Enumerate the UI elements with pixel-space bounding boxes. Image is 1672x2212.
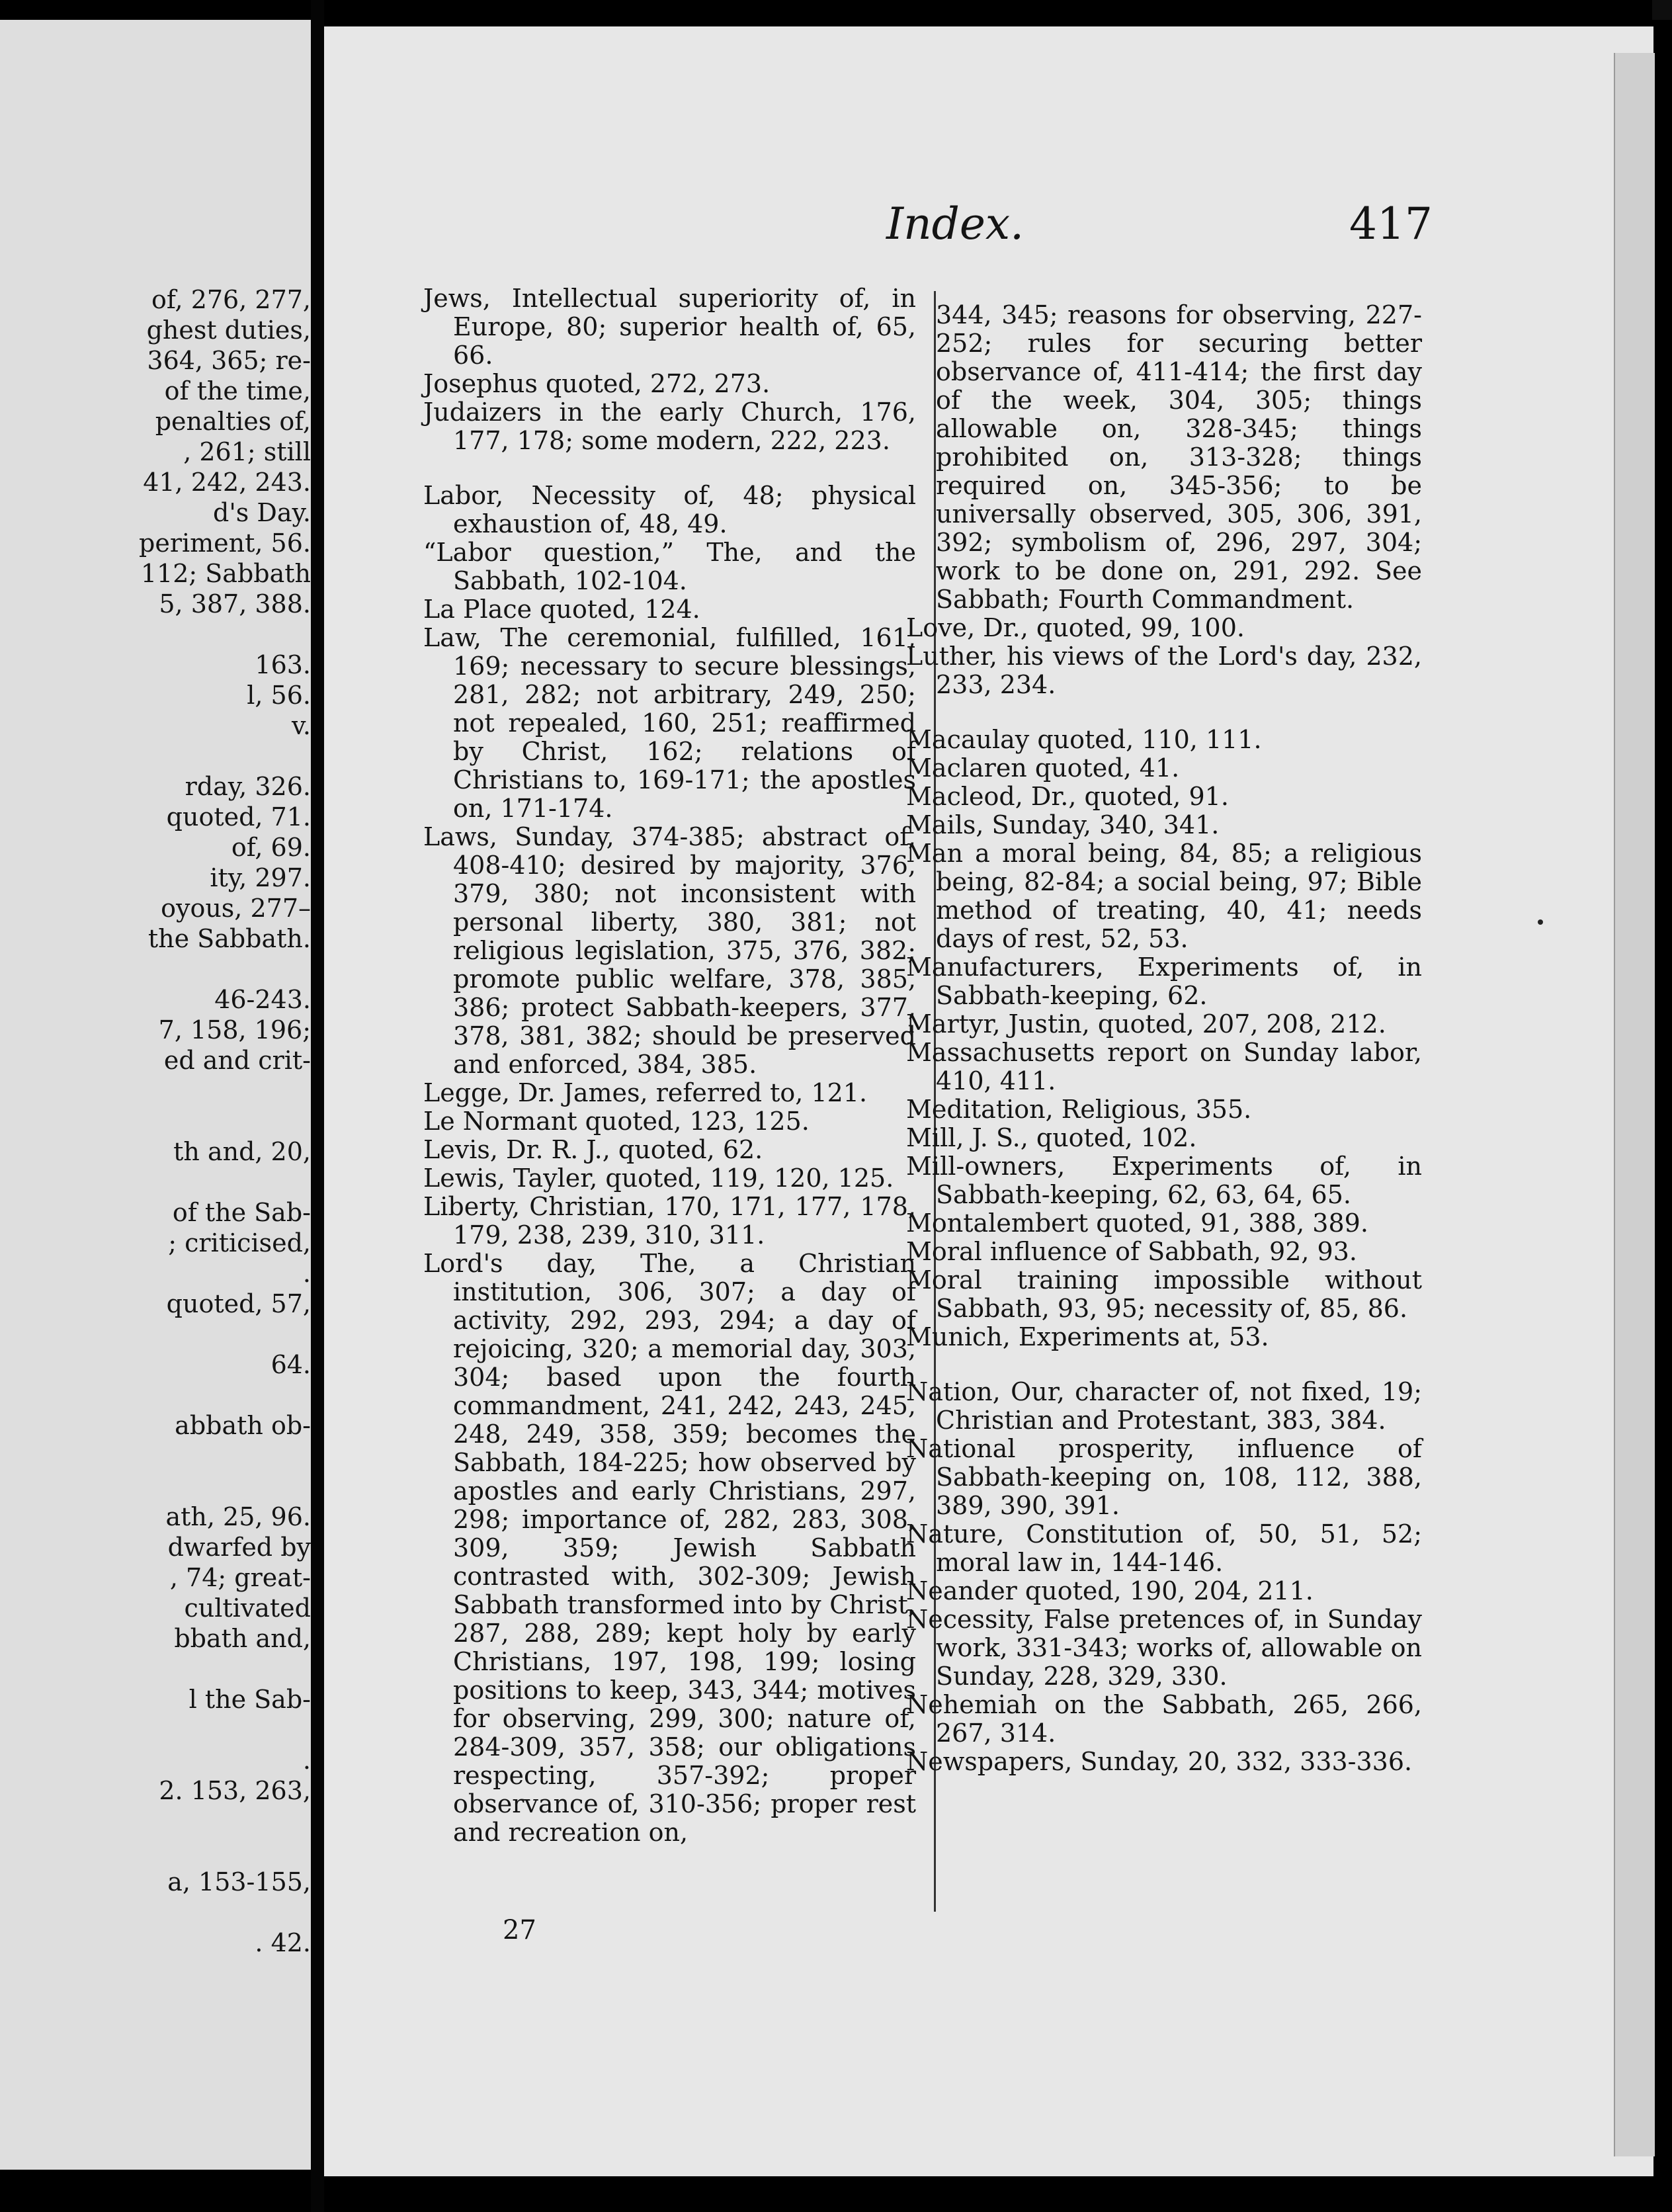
prev-page-fragment: cultivated: [184, 1594, 311, 1623]
index-entry: Moral training impossible without Sabbath, 93, 95; necessity of, 85, 86.: [906, 1265, 1422, 1323]
index-entry: Law, The ceremonial, fulfilled, 161, 169; necessary to secure blessings, 281, 282; not arbitrary, 249, 250; not repealed, 160, 251; reaffirmed by Christ, 162; relations of Christians to, 169-171; the apostles on, 171-174.: [423, 623, 916, 823]
index-entry: Mill, J. S., quoted, 102.: [906, 1123, 1197, 1152]
prev-page-fragment: 364, 365; re-: [147, 346, 311, 375]
prev-page-fragment: , 74; great-: [169, 1563, 311, 1592]
prev-page-fragment: ghest duties,: [146, 316, 311, 345]
prev-page-fragment: 46-243.: [214, 985, 311, 1014]
prev-page-fragment: 112; Sabbath: [140, 559, 311, 588]
index-entry: Legge, Dr. James, referred to, 121.: [423, 1078, 868, 1107]
prev-page-fragment: penalties of,: [155, 407, 311, 436]
prev-page-fragment: .: [302, 1746, 311, 1775]
index-entry: Man a moral being, 84, 85; a religious being, 82-84; a social being, 97; Bible method of treating, 40, 41; needs days of rest, 52, 53.: [906, 839, 1422, 953]
prev-page-fragment: periment, 56.: [139, 529, 311, 558]
prev-page-fragment: of the time,: [164, 376, 311, 405]
index-entry: Montalembert quoted, 91, 388, 389.: [906, 1209, 1368, 1238]
index-entry: Maclaren quoted, 41.: [906, 753, 1180, 783]
prev-page-fragment: .: [302, 1259, 311, 1288]
index-entry: Macleod, Dr., quoted, 91.: [906, 782, 1229, 811]
index-entry: Necessity, False pretences of, in Sunday work, 331-343; works of, allowable on Sunday, 228, 329, 330.: [906, 1605, 1422, 1691]
index-entry: 344, 345; reasons for observing, 227-252; rules for securing better observance of, 411-414; the first day of the week, 304, 305; things allowable on, 328-345; things prohibited on, 313-328; things required on, 345-356; to be universally observed, 305, 306, 391, 392; symbolism of, 296, 297, 304; work to be done on, 291, 292. See Sabbath; Fourth Commandment.: [936, 300, 1422, 614]
index-entry: Luther, his views of the Lord's day, 232, 233, 234.: [906, 642, 1422, 699]
page-number: 417: [1349, 198, 1433, 249]
prev-page-fragment: 64.: [271, 1350, 311, 1379]
prev-page-fragment: a, 153-155,: [167, 1867, 311, 1896]
prev-page-fragment: ed and crit-: [163, 1046, 311, 1075]
index-column-right: [906, 301, 1422, 1776]
prev-page-fragment: l, 56.: [247, 681, 311, 710]
index-entry: Newspapers, Sunday, 20, 332, 333-336.: [906, 1747, 1413, 1776]
scan-corner: [1652, 0, 1672, 20]
prev-page-fragment: d's Day.: [213, 498, 311, 527]
index-entry: Lord's day, The, a Christian institution, 306, 307; a day of activity, 292, 293, 294; a day of rejoicing, 320; a memorial day, 303, 304; based upon the fourth commandment, 241, 242, 243, 245, 248, 249, 358, 359; becomes the Sabbath, 184-225; how observed by apostles and early Christians, 297, 298; importance of, 282, 283, 308, 309, 359; Jewish Sabbath contrasted with, 302-309; Jewish Sabbath transformed into by Christ, 287, 288, 289; kept holy by early Christians, 197, 198, 199; losing positions to keep, 343, 344; motives for observing, 299, 300; nature of, 284-309, 357, 358; our obligations respecting, 357-392; proper observance of, 310-356; proper rest and recreation on,: [423, 1249, 916, 1847]
page-edge: [1614, 53, 1655, 2156]
index-entry: Macaulay quoted, 110, 111.: [906, 725, 1262, 754]
prev-page-fragment: rday, 326.: [185, 772, 311, 801]
signature-mark: 27: [503, 1915, 536, 1945]
prev-page-fragment: . 42.: [255, 1928, 311, 1957]
prev-page-fragment: 2. 153, 263,: [159, 1776, 311, 1805]
prev-page-fragment: l the Sab-: [188, 1685, 311, 1714]
index-entry: Nehemiah on the Sabbath, 265, 266, 267, 314.: [906, 1690, 1422, 1748]
index-entry: Liberty, Christian, 170, 171, 177, 178, 179, 238, 239, 310, 311.: [423, 1192, 916, 1250]
page-title: Index.: [886, 198, 1024, 249]
index-entry: Jews, Intellectual superiority of, in Europe, 80; superior health of, 65, 66.: [423, 284, 916, 370]
prev-page-fragment: of, 69.: [231, 833, 311, 862]
book-gutter: [311, 0, 324, 2212]
index-entry: Nature, Constitution of, 50, 51, 52; moral law in, 144-146.: [906, 1519, 1422, 1577]
prev-page-fragment: , 261; still: [183, 437, 311, 466]
prev-page-fragment: 5, 387, 388.: [159, 589, 311, 618]
ink-spot: [1538, 919, 1543, 925]
index-entry: Meditation, Religious, 355.: [906, 1095, 1252, 1124]
index-entry: Labor, Necessity of, 48; physical exhaustion of, 48, 49.: [423, 481, 916, 538]
index-entry: Moral influence of Sabbath, 92, 93.: [906, 1237, 1357, 1266]
index-entry: Josephus quoted, 272, 273.: [423, 369, 771, 398]
prev-page-fragment: of the Sab-: [172, 1198, 311, 1227]
prev-page-fragment: ath, 25, 96.: [165, 1502, 311, 1531]
prev-page-fragment: quoted, 57,: [166, 1289, 311, 1318]
index-entry: Judaizers in the early Church, 176, 177, 178; some modern, 222, 223.: [423, 398, 916, 455]
prev-page-fragment: ; criticised,: [168, 1228, 311, 1257]
index-entry: Mill-owners, Experiments of, in Sabbath-keeping, 62, 63, 64, 65.: [906, 1152, 1422, 1209]
prev-page-fragment: 7, 158, 196;: [158, 1015, 311, 1044]
index-entry: Martyr, Justin, quoted, 207, 208, 212.: [906, 1009, 1386, 1039]
prev-page-fragment: 163.: [255, 650, 311, 679]
prev-page-fragment: quoted, 71.: [166, 802, 311, 831]
prev-page-fragment: th and, 20,: [173, 1137, 311, 1166]
index-entry: La Place quoted, 124.: [423, 595, 700, 624]
prev-page-fragment: 41, 242, 243.: [143, 468, 311, 497]
prev-page-fragment: v.: [291, 711, 311, 740]
prev-page-fragment: bbath and,: [174, 1624, 311, 1653]
index-entry: Munich, Experiments at, 53.: [906, 1322, 1269, 1351]
index-entry: Le Normant quoted, 123, 125.: [423, 1107, 810, 1136]
previous-page: [0, 20, 311, 2170]
index-entry: “Labor question,” The, and the Sabbath, 102-104.: [423, 538, 916, 595]
index-entry: Laws, Sunday, 374-385; abstract of, 408-410; desired by majority, 376, 379, 380; not inconsistent with personal liberty, 380, 381; not religious legislation, 375, 376, 382; promote public welfare, 378, 385, 386; protect Sabbath-keepers, 377, 378, 381, 382; should be preserved and enforced, 384, 385.: [423, 822, 916, 1079]
prev-page-fragment: dwarfed by: [167, 1533, 311, 1562]
index-entry: Love, Dr., quoted, 99, 100.: [906, 613, 1245, 642]
index-entry: Lewis, Tayler, quoted, 119, 120, 125.: [423, 1164, 894, 1193]
prev-page-fragment: the Sabbath.: [147, 924, 311, 953]
index-column-left: [423, 284, 916, 1847]
index-entry: Neander quoted, 190, 204, 211.: [906, 1576, 1314, 1605]
index-entry: National prosperity, influence of Sabbath-keeping on, 108, 112, 388, 389, 390, 391.: [906, 1434, 1422, 1520]
prev-page-fragment: oyous, 277–: [161, 894, 311, 923]
index-entry: Massachusetts report on Sunday labor, 410, 411.: [906, 1038, 1422, 1095]
index-entry: Levis, Dr. R. J., quoted, 62.: [423, 1135, 763, 1164]
prev-page-fragment: of, 276, 277,: [151, 285, 311, 314]
index-entry: Mails, Sunday, 340, 341.: [906, 810, 1220, 839]
index-entry: Manufacturers, Experiments of, in Sabbath-keeping, 62.: [906, 953, 1422, 1010]
prev-page-fragment: abbath ob-: [175, 1411, 311, 1440]
prev-page-fragment: ity, 297.: [210, 863, 311, 892]
index-entry: Nation, Our, character of, not fixed, 19; Christian and Protestant, 383, 384.: [906, 1377, 1422, 1435]
